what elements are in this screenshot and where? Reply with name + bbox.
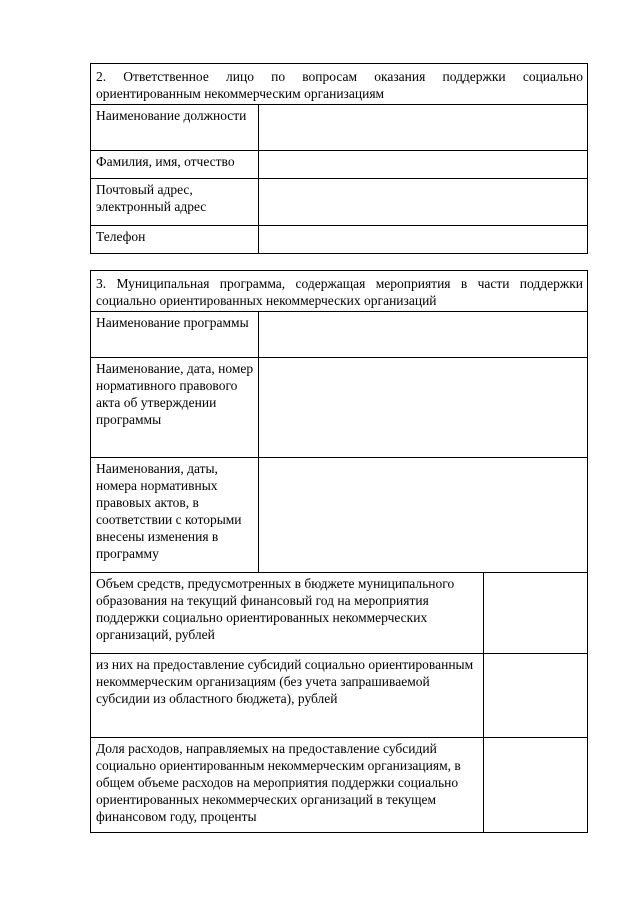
section2-header-line1: 2. Ответственное лицо по вопросам оказания поддержки социально	[96, 69, 583, 84]
responsible-person-table	[90, 63, 588, 254]
approval-act-field[interactable]	[259, 358, 588, 458]
subsidies-amount-field[interactable]	[484, 654, 588, 738]
table-row	[91, 573, 588, 654]
section2-header-line2: ориентированным некоммерческим организациям	[96, 86, 385, 101]
position-title-label: Наименование должности	[91, 105, 259, 151]
budget-volume-label: Объем средств, предусмотренных в бюджете муниципального образования на текущий финансовый год на мероприятия поддержки социально ориентированных некоммерческих организаций, рублей	[91, 573, 484, 654]
program-name-label: Наименование программы	[91, 312, 259, 358]
full-name-label: Фамилия, имя, отчество	[91, 151, 259, 179]
section3-header-row	[91, 271, 588, 312]
table-row	[91, 738, 588, 833]
table-row	[91, 458, 588, 573]
municipal-program-table	[90, 270, 588, 833]
program-name-field[interactable]	[259, 312, 588, 358]
phone-field[interactable]	[259, 226, 588, 254]
table-row	[91, 179, 588, 226]
section3-header: 3. Муниципальная программа, содержащая мероприятия в части поддержки социально ориентированных некоммерческих организаций	[91, 271, 588, 312]
section2-header	[91, 64, 588, 105]
phone-label: Телефон	[91, 226, 259, 254]
position-title-field[interactable]	[259, 105, 588, 151]
section2-header-row	[91, 64, 588, 105]
table-row	[91, 151, 588, 179]
subsidies-share-label: Доля расходов, направляемых на предоставление субсидий социально ориентированным некоммерческим организациям, в общем объеме расходов на мероприятия поддержки социально ориентированных некоммерческих организаций в текущем финансовом году, проценты	[91, 738, 484, 833]
address-label: Почтовый адрес, электронный адрес	[91, 179, 259, 226]
amendment-acts-label: Наименования, даты, номера нормативных правовых актов, в соответствии с которыми внесены изменения в программу	[91, 458, 259, 573]
subsidies-amount-label: из них на предоставление субсидий социально ориентированным некоммерческим организациям (без учета запрашиваемой субсидии из областного бюджета), рублей	[91, 654, 484, 738]
table-row	[91, 358, 588, 458]
table-row	[91, 654, 588, 738]
full-name-field[interactable]	[259, 151, 588, 179]
budget-volume-field[interactable]	[484, 573, 588, 654]
table-row	[91, 226, 588, 254]
subsidies-share-field[interactable]	[484, 738, 588, 833]
address-field[interactable]	[259, 179, 588, 226]
approval-act-label: Наименование, дата, номер нормативного правового акта об утверждении программы	[91, 358, 259, 458]
table-row	[91, 312, 588, 358]
table-row	[91, 105, 588, 151]
amendment-acts-field[interactable]	[259, 458, 588, 573]
